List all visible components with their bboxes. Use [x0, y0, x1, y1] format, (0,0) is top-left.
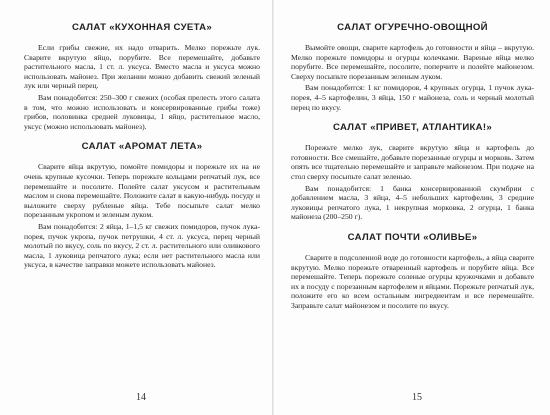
recipe-kitchen-bustle — [24, 22, 260, 131]
recipe-ingredients: Вам понадобится: 1 банка консервированной скумбрии с добавлением масла, 3 яйца, 4–5 небольших картофелин, 3 средние луковицы репчатого лука, 1 некрупная морковка, 2 огурца, 1 банка майонеза (200–250 г). — [291, 183, 534, 222]
recipe-instructions: Если грибы свежие, их надо отварить. Мелко порежьте лук. Сварите вкрутую яйцо, порубите. Все перемешайте, добавьте растительного масла, 1 ст. л. уксуса. Вместо масла и уксуса можно использовать майонез. При желании можно добавить свежий зеленый лук или черный перец. — [24, 43, 260, 91]
right-page — [274, 0, 550, 415]
recipe-title: САЛАТ «КУХОННАЯ СУЕТА» — [71, 22, 213, 33]
page-number: 15 — [412, 392, 422, 403]
recipe-title: САЛАТ «АРОМАТ ЛЕТА» — [81, 141, 203, 153]
recipe-ingredients: Вам понадобится: 2 яйца, 1–1,5 кг свежих помидоров, пучок лука-порея, пучок укропа, пучок петрушки, 4 ст. л. уксуса, перец черный молотый по вкусу, соль по вкусу, 2 ст. л. растительного или оливкового масла, 1 луковица репчатого лука; если нет растительного масла или уксуса, в качестве заправки можете использовать майонез. — [24, 221, 260, 270]
recipe-instructions: Сварите яйца вкрутую, помойте помидоры и порежьте их на не очень крупные кусочки. Теперь порежьте кольцами репчатый лук, все перемешайте и посолите. Полейте салат уксусом и растительным маслом и снова перемешайте. Положите салат в какую-нибудь посуду и выложите сверху рубленые яйца. Тебе посыпьте салат мелко порезанным укропом и зеленым луком. — [24, 162, 260, 220]
recipe-instructions: Порежьте мелко лук, сварите вкрутую яйца и картофель до готовности. Все смешайте, добавьте порезанные огурцы и морковь. Затем опять все тщательно перемешайте и заправьте майонезом. При подаче на стол сверху посыпьте салат зеленью. — [291, 143, 534, 181]
recipe-almost-olivier — [291, 232, 534, 311]
recipe-title: САЛАТ ОГУРЕЧНО-ОВОЩНОЙ — [337, 22, 488, 33]
recipe-title: САЛАТ «ПРИВЕТ, АТЛАНТИКА!» — [332, 122, 493, 134]
recipe-title: САЛАТ ПОЧТИ «ОЛИВЬЕ» — [347, 231, 478, 243]
recipe-instructions: Сварите в подсоленной воде до готовности картофель, а яйца сварите вкрутую. Мелко порежьте отваренный картофель и порубите яйца. Все перемешайте. Теперь порежьте соленые огурцы кружочками и добавьте их в посуду с порезанным картофелем и яйцами. Порежьте репчатый лук, положите его ко всем остальным ингредиентам и все перемешайте. Заправьте салат майонезом и посолите по вкусу. — [291, 252, 534, 310]
recipe-summer-aroma — [24, 141, 260, 270]
recipe-instructions: Вымойте овощи, сварите картофель до готовности и яйца – вкрутую. Мелко порежьте помидоры и огурцы колечками. Вареные яйца мелко порубите. Все перемешайте, посолите, поперчите и полейте майонезом. Сверху посыпьте порезанным зеленым луком. — [291, 43, 534, 81]
recipe-cucumber-vegetable — [291, 22, 534, 112]
recipe-ingredients: Вам понадобится: 1 кг помидоров, 4 крупных огурца, 1 пучок лука-порея, 4–5 картофелин, 3 яйца, 150 г майонеза, соль и черный молотый перец по вкусу. — [291, 83, 534, 112]
recipe-hello-atlantic — [291, 122, 534, 222]
page-number: 14 — [136, 392, 146, 403]
recipe-ingredients: Вам понадобится: 250–300 г свежих (особая прелесть этого салата в том, что можно использовать и консервированные грибы тоже) грибов, половинка средней луковицы, 1 яйцо, растительное масло, уксус (можно использовать майонез). — [24, 92, 260, 131]
left-page — [0, 0, 272, 415]
